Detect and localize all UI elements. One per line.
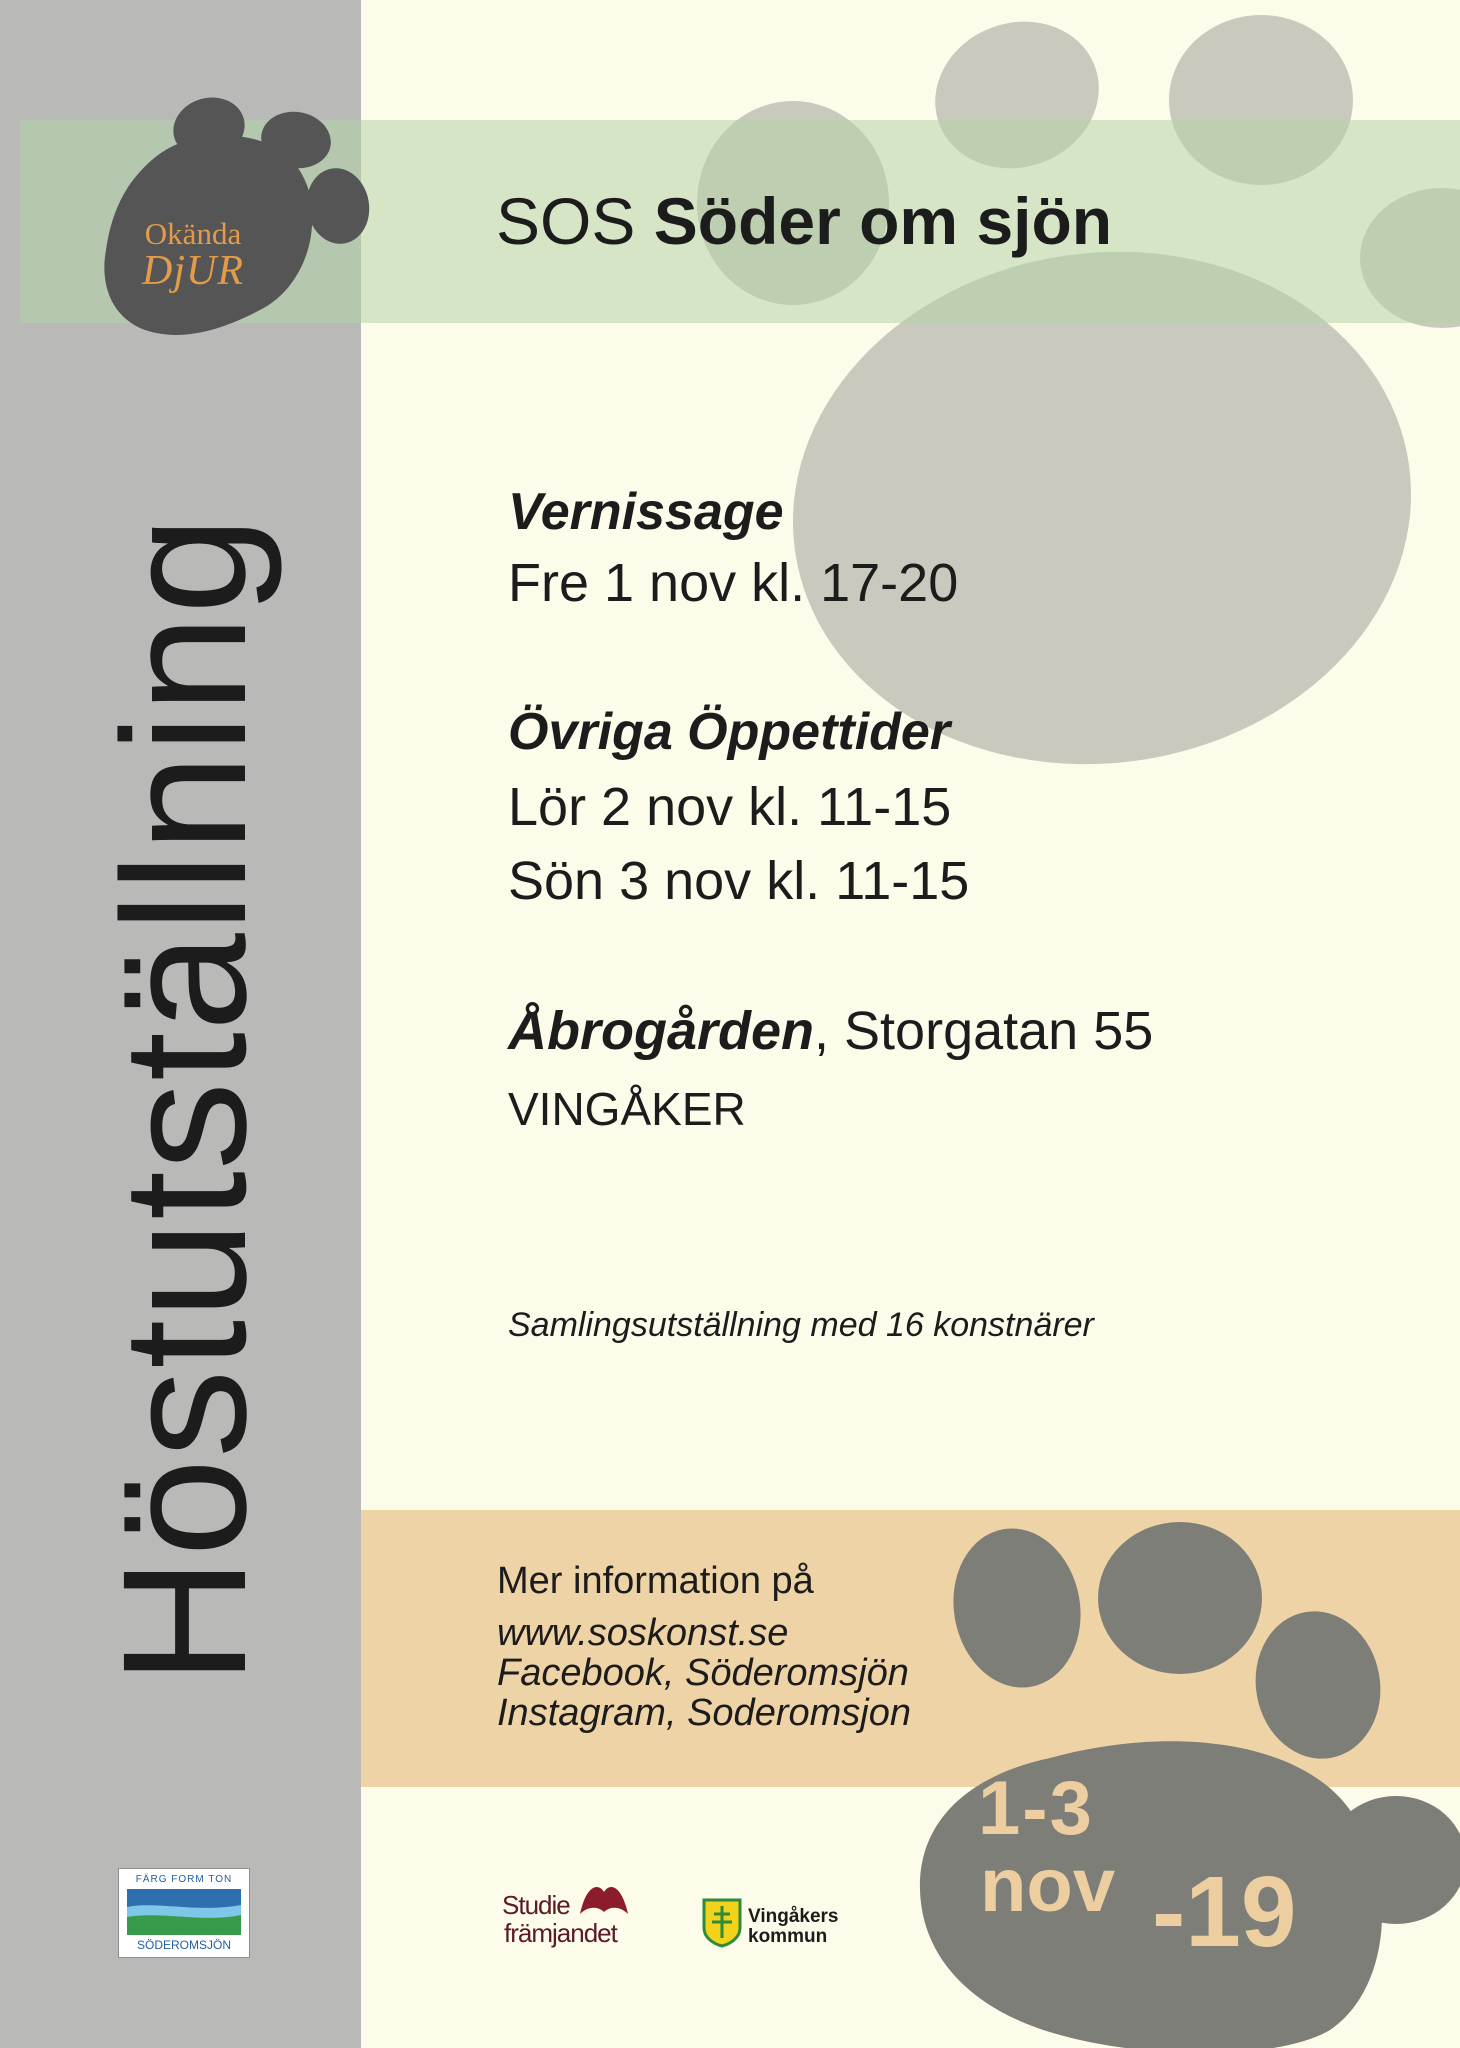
venue-name: Åbrogården [508,1001,815,1061]
other-hours-time: Lör 2 nov kl. 11-15 [508,777,952,837]
vingakers-kommun-logo [702,1898,852,1952]
facebook-link[interactable]: Facebook, Söderomsjön [497,1652,909,1694]
venue-line [508,1000,1153,1062]
vernissage-time: Fre 1 nov kl. 17-20 [508,553,959,613]
vk-line-1: Vingåkers [748,1906,839,1927]
header-prefix: SOS [496,184,636,258]
coat-of-arms-icon [702,1898,742,1948]
sf-line-2: främjandet [504,1918,617,1948]
venue-address: , Storgatan 55 [814,1001,1154,1061]
studieframjandet-logo [502,1878,632,1958]
date-range: 1-3 [978,1766,1094,1851]
book-icon [576,1878,632,1918]
date-month: nov [980,1843,1116,1928]
instagram-link[interactable]: Instagram, Soderomsjon [497,1692,911,1734]
vk-line-2: kommun [748,1926,828,1947]
logo-line-1: Okända [144,216,242,251]
header-title [496,184,1113,258]
sos-logo-bottom: SÖDEROMSJÖN [136,1938,231,1952]
more-info-label: Mer information på [497,1560,814,1602]
sos-logo-top: FÄRG FORM TON [135,1874,233,1885]
website-link[interactable]: www.soskonst.se [497,1612,789,1654]
logo-line-2: DjUR [142,248,244,294]
header-name: Söder om sjön [653,184,1113,258]
vernissage-heading: Vernissage [508,483,784,541]
sf-line-1: Studie [502,1890,570,1920]
venue-city: VINGÅKER [508,1083,746,1135]
landscape-icon [127,1889,241,1935]
vertical-title: Höstutställning [87,515,283,1685]
soderomsjon-logo [118,1868,250,1958]
other-hours-heading: Övriga Öppettider [508,703,951,761]
other-hours-time: Sön 3 nov kl. 11-15 [508,851,970,911]
subtitle: Samlingsutställning med 16 konstnärer [508,1306,1094,1344]
date-year: -19 [1152,1856,1297,1968]
okanda-djur-logo [98,218,288,293]
